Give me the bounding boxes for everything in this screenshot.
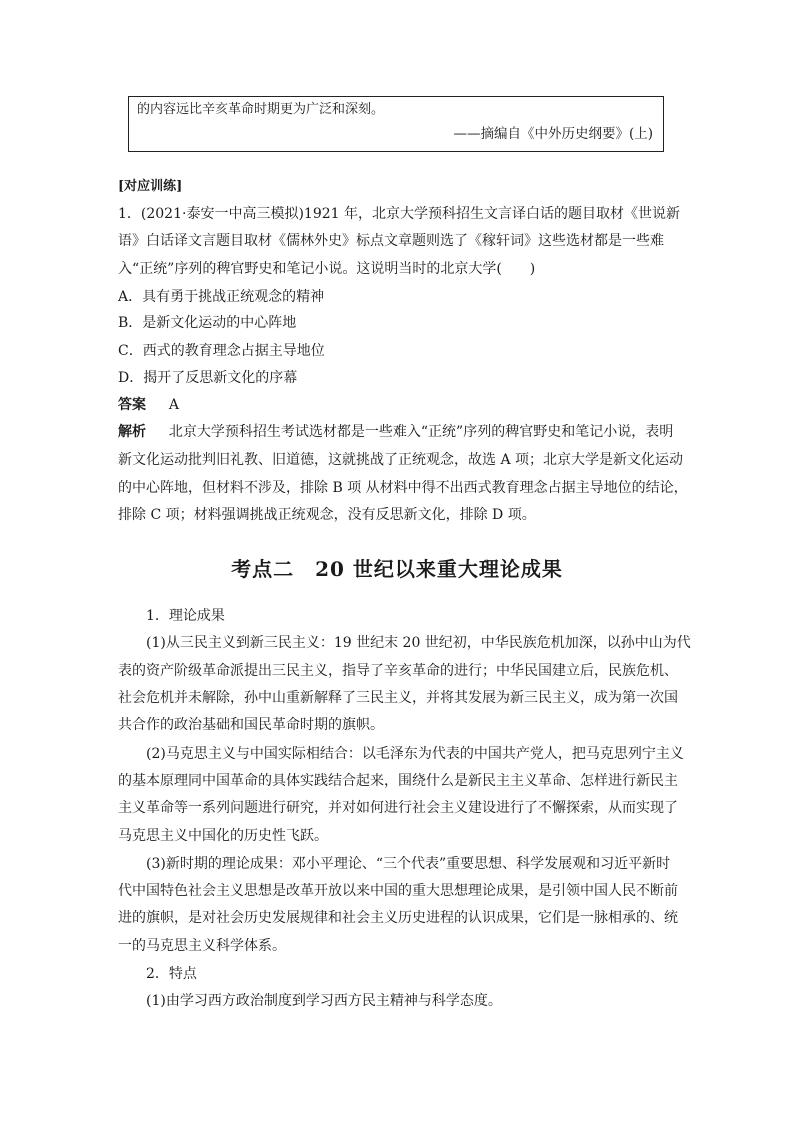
quote-source: ——摘编自《中外历史纲要》(上): [453, 126, 653, 142]
paragraph-line: 进的旗帜，是对社会历史发展规律和社会主义历史进程的认识成果，它们是一脉相承的、统: [118, 910, 678, 926]
subheading-features: 2．特点: [146, 966, 197, 982]
answer-value: A: [168, 397, 180, 413]
paragraph-line: (2)马克思主义与中国实际相结合：以毛泽东为代表的中国共产党人，把马克思列宁主义: [146, 746, 684, 762]
paragraph-line: 共合作的政治基础和国民革命时期的旗帜。: [118, 717, 384, 733]
paragraph-line: 表的资产阶级革命派提出三民主义，指导了辛亥革命的进行；中华民国建立后，民族危机、: [118, 663, 678, 679]
paragraph-line: 一的马克思主义科学体系。: [118, 938, 286, 954]
subheading-theory: 1．理论成果: [146, 608, 225, 624]
paragraph-line: 社会危机并未解除，孙中山重新解释了三民主义，并将其发展为新三民主义，成为第一次国: [118, 690, 678, 706]
analysis-label: 解析: [118, 424, 146, 440]
paragraph-line: 代中国特色社会主义思想是改革开放以来中国的重大思想理论成果，是引领中国人民不断前: [118, 883, 678, 899]
paragraph-line: (1)从三民主义到新三民主义：19 世纪末 20 世纪初，中华民族危机加深，以孙中山为代: [146, 635, 691, 651]
analysis-line: 的中心阵地，但材料不涉及，排除 B 项 从材料中得不出西式教育理念占据主导地位的结论，: [118, 480, 688, 496]
training-header: [对应训练]: [118, 179, 183, 194]
paragraph-line: 主义革命等一系列问题进行研究，并对如何进行社会主义建设进行了不懈探索，从而实现了: [118, 800, 678, 816]
option-c: C．西式的教育理念占据主导地位: [118, 343, 325, 359]
question-line: 语》白话译文言题目取材《儒林外史》标点文章题则选了《稼轩词》这些选材都是一些难: [118, 233, 664, 249]
paragraph-line: 的基本原理同中国革命的具体实践结合起来，围绕什么是新民主主义革命、怎样进行新民主: [118, 773, 678, 789]
option-b: B．是新文化运动的中心阵地: [118, 315, 297, 331]
quote-text: 的内容远比辛亥革命时期更为广泛和深刻。: [137, 102, 385, 117]
question-line: 1．(2021·泰安一中高三模拟)1921 年，北京大学预科招生文言译白话的题目取材《世说新: [118, 206, 680, 222]
analysis-line: [118, 423, 673, 441]
paragraph-line: 马克思主义中国化的历史性飞跃。: [118, 828, 328, 844]
question-line: 入“正统”序列的稗官野史和笔记小说。这说明当时的北京大学( ): [118, 261, 536, 277]
section-title: 考点二 20 世纪以来重大理论成果: [231, 557, 563, 581]
analysis-line: 新文化运动批判旧礼教、旧道德，这就挑战了正统观念，故选 A 项；北京大学是新文化运动: [118, 452, 684, 468]
analysis-text: 北京大学预科招生考试选材都是一些难入“正统”序列的稗官野史和笔记小说，表明: [168, 424, 674, 440]
answer-line: [118, 396, 179, 414]
paragraph-line: (3)新时期的理论成果：邓小平理论、“三个代表”重要思想、科学发展观和习近平新时: [146, 856, 671, 872]
quote-box: [128, 96, 664, 152]
paragraph-line: (1)由学习西方政治制度到学习西方民主精神与科学态度。: [146, 993, 502, 1009]
analysis-line: 排除 C 项；材料强调挑战正统观念，没有反思新文化，排除 D 项。: [118, 507, 536, 523]
option-a: A．具有勇于挑战正统观念的精神: [118, 289, 325, 305]
answer-label: 答案: [118, 397, 146, 413]
option-d: D．揭开了反思新文化的序幕: [118, 370, 298, 386]
